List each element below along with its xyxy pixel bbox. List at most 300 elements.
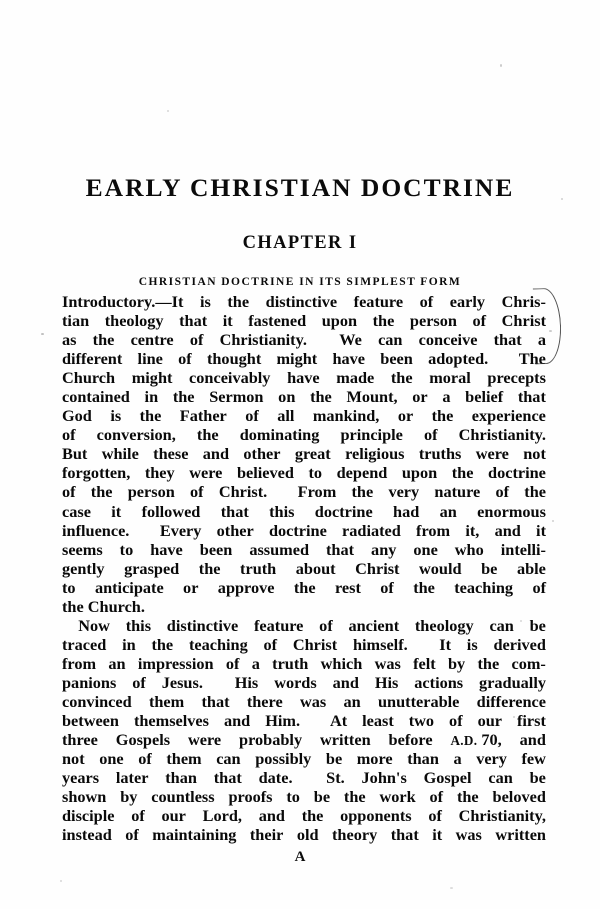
text-word: this [125,615,152,635]
text-word: himself. [352,634,408,654]
text-word: of [429,787,444,807]
text-word: in [144,387,159,407]
text-word: any [371,539,397,559]
text-word: the [139,406,162,426]
text-line [62,673,546,692]
text-word: the [227,292,250,311]
chapter-subtitle-heading: CHRISTIAN DOCTRINE IN ITS SIMPLEST FORM [138,275,462,288]
text-word: were [187,730,222,750]
text-word: theology [414,615,474,635]
text-word: actions [414,672,464,692]
text-word: the [372,311,395,331]
text-line [62,578,546,597]
text-word: distinctive [265,292,338,311]
text-word: of [419,292,434,311]
text-line [62,749,546,768]
scan-speck [41,333,44,335]
text-word: St. [326,768,345,788]
text-word: Christ [501,311,546,331]
text-word: a [442,387,451,407]
text-word: an [439,501,457,521]
text-word: of [189,330,204,350]
text-word: this [269,501,295,521]
text-word: been [380,349,413,369]
text-word: From [297,482,337,502]
text-line [62,711,546,730]
text-word: date. [258,768,293,788]
text-word: The [518,349,546,369]
text-word: teaching [188,634,248,654]
text-word: Jesus. [161,672,203,692]
text-word: ancient [348,615,400,635]
text-word: the [413,577,435,597]
text-word: God [62,406,92,426]
text-word: case [62,501,91,521]
text-word: the [451,463,474,483]
smallcaps-era-label: A.D. [450,733,478,749]
text-word: be [481,558,498,578]
text-word: is [199,292,211,311]
text-line [62,425,546,444]
text-word: of [62,425,76,445]
text-word: that [179,311,208,331]
text-word: the [456,787,479,807]
text-word: impression [137,653,214,673]
text-word: His [234,672,259,692]
text-word: and [202,444,230,464]
text-word: than [407,749,439,769]
text-word: of [532,577,546,597]
text-word: that [517,387,546,407]
text-line [62,368,546,387]
text-line [62,654,546,673]
text-word: or [183,577,199,597]
text-word: an [343,691,361,711]
text-word: able [516,558,546,578]
text-line [62,787,546,806]
text-word: doctrine [268,520,327,540]
text-word: made [336,368,375,388]
text-word: John's [361,768,407,788]
text-word: it [536,520,546,540]
text-word: and [519,730,546,750]
text-word: can [378,330,403,350]
text-word: Gospels [115,730,171,750]
scan-speck [500,64,502,67]
text-word: His [374,672,399,692]
text-word: traced [62,634,107,654]
text-word: truth [240,558,277,578]
text-word: Sermon [209,387,264,407]
text-word: adopted. [428,349,489,369]
text-word: might [131,368,173,388]
text-word: of [131,806,145,826]
text-line [62,768,546,787]
text-word: written [320,730,371,750]
text-word: rest [334,577,361,597]
body-text-block [62,292,546,844]
scan-speck [552,520,554,522]
text-word: other [243,444,281,464]
text-word: unutterable [377,691,460,711]
text-word: Every [159,520,202,540]
text-word: Christ [292,634,338,654]
text-word: to [119,539,134,559]
text-word: thought [206,349,262,369]
text-word: nature [434,482,481,502]
text-word: Him. [265,711,301,731]
text-word: all [277,406,295,426]
text-line [62,387,546,406]
text-word: have [150,539,183,559]
text-word: our [161,806,186,826]
text-word: radiated [342,520,401,540]
text-word: it [111,501,122,521]
text-word: of [225,653,240,673]
text-word: least [362,711,394,731]
text-word: person [409,311,457,331]
text-word: that [493,330,522,350]
text-word: a [537,330,546,350]
text-line [62,540,546,559]
text-word: instead [62,825,112,845]
text-word: was [455,825,482,845]
text-word: of [125,825,139,845]
text-word: and [223,711,251,731]
text-word: the [198,558,221,578]
text-word: other [216,520,254,540]
text-word: upon [321,311,358,331]
text-word: three [62,730,98,750]
text-word: their [249,825,284,845]
text-word: upon [401,463,438,483]
text-word: it [432,825,443,845]
text-word: have [287,368,320,388]
text-word: A.D. 70, [450,730,502,750]
text-word: the [196,425,219,445]
text-word: between [62,711,119,731]
text-word: forgotten, [62,463,131,483]
text-word: derived [493,634,546,654]
text-word: Christianity. [219,330,307,350]
text-word: of [319,615,333,635]
signature-mark: A [294,849,306,865]
text-word: these [153,444,189,464]
scan-speck [450,887,453,889]
text-word: that [220,501,249,521]
text-word: a [453,749,462,769]
text-word: and [332,672,359,692]
text-word: was [374,653,401,673]
run-in-heading: Introductory. [62,292,156,311]
text-word: of [472,311,487,331]
text-line [62,463,546,482]
text-word: contained [62,387,130,407]
text-word: work [379,787,416,807]
text-line [62,730,546,749]
text-word: the [151,634,174,654]
text-word: old [296,825,319,845]
text-word: not [62,749,85,769]
text-line [62,311,546,330]
text-word: doctrine [488,463,546,483]
text-word: centre [130,330,174,350]
text-word: written [495,825,546,845]
text-word: have [332,349,366,369]
text-word: there [246,691,283,711]
text-line [62,692,546,711]
text-word: different [62,349,123,369]
text-word: before [388,730,433,750]
text-word: shown [62,787,107,807]
text-word: Christ [355,558,400,578]
text-word: of [190,482,204,502]
text-word: as [62,330,77,350]
text-word: who [454,539,484,559]
text-word: grasped [124,558,180,578]
text-word: Father [179,406,227,426]
text-word: that [390,825,419,845]
text-word: Christianity, [458,806,546,826]
text-word: by [120,787,138,807]
text-word: difference [476,691,546,711]
text-word: of [245,406,259,426]
text-word: the [293,577,316,597]
text-word: the [92,330,115,350]
text-word: We [339,330,362,350]
text-word: gently [62,558,105,578]
text-line [62,406,546,425]
text-word: in [122,634,136,654]
text-word: Christianity. [458,425,546,445]
text-word: more [356,749,393,769]
text-word: words [274,672,317,692]
scan-speck [167,110,169,112]
text-word: distinctive [166,615,239,635]
text-word: anticipate [94,577,164,597]
text-word: truth [272,653,309,673]
text-word: than [165,768,197,788]
text-word: had [393,501,420,521]
text-word: It [439,634,452,654]
text-word: while [101,444,139,464]
text-word: assumed [249,539,310,559]
text-word: and [494,520,521,540]
text-word: influence. [62,520,130,540]
text-word: that [326,539,355,559]
text-word: which [320,653,363,673]
text-word: about [295,558,336,578]
text-word: a [251,653,260,673]
text-word: followed [141,501,201,521]
text-line: the Church. [62,596,145,616]
text-word: theory [332,825,378,845]
text-word: truths [418,444,462,464]
text-word: depend [336,463,388,483]
text-line [62,330,546,349]
text-word: But [62,444,88,464]
text-word: convinced [62,691,132,711]
text-line [62,806,546,825]
text-word: theology [104,311,164,331]
page-title: EARLY CHRISTIAN DOCTRINE [85,173,515,203]
text-word: At [329,711,348,731]
text-word: that [213,768,242,788]
text-word: very [388,482,420,502]
text-word: by [448,653,466,673]
text-word: Christ. [218,482,268,502]
text-word: from [416,520,451,540]
text-word: proofs [228,787,273,807]
text-word: believed [236,463,294,483]
text-word: the [390,368,413,388]
text-word: they [144,463,175,483]
text-word: Introductory.—It [62,292,184,311]
text-word: the [343,787,366,807]
text-word: enormous [477,501,546,521]
text-word: doctrine [314,501,373,521]
text-word: or [397,406,414,426]
text-word: be [325,749,343,769]
text-word: first [516,711,546,731]
text-word: of [132,672,146,692]
text-word: the [431,406,454,426]
text-word: one [413,539,438,559]
text-word: belief [465,387,504,407]
text-word: not [523,444,546,464]
text-word: experience [471,406,546,426]
text-word: the [351,482,374,502]
text-word: seems [62,539,103,559]
text-word: of [138,749,152,769]
text-word: on [278,387,296,407]
text-word: moral [429,368,471,388]
text-word: is [466,634,478,654]
text-word: be [529,615,546,635]
text-word: been [199,539,233,559]
text-word: early [449,292,486,311]
text-word: or [412,387,428,407]
text-word: of [428,806,442,826]
text-word: very [476,749,507,769]
text-word: were [189,463,223,483]
text-word: can [489,615,514,635]
text-word: Gospel [423,768,472,788]
text-word: gradually [479,672,546,692]
text-word: panions [62,672,117,692]
text-word: can [488,768,513,788]
text-word: mankind, [312,406,380,426]
text-word: conversion, [96,425,176,445]
chapter-number-heading: CHAPTER I [242,233,358,254]
text-word: Church [62,368,116,388]
text-word: is [110,406,122,426]
text-word: two [408,711,435,731]
text-line [62,825,546,844]
text-word: it, [465,520,480,540]
text-word: was [299,691,327,711]
text-word: them [166,749,202,769]
text-word: tian [62,311,90,331]
text-word: dominating [239,425,320,445]
text-word: to [62,577,76,597]
text-line [62,502,546,521]
text-line [62,292,546,311]
text-word: the [301,806,324,826]
text-word: of [62,482,76,502]
text-word: the [90,482,113,502]
text-line [62,616,546,635]
text-word: that [201,691,230,711]
text-word: the [172,387,195,407]
text-word: religious [345,444,405,464]
text-word: of [380,577,394,597]
text-word: it [222,311,233,331]
text-word: few [521,749,546,769]
text-word: possibly [255,749,312,769]
text-word: conceivably [189,368,271,388]
text-word: opponents [340,806,412,826]
text-line [62,521,546,540]
text-word: of [424,425,438,445]
text-word: disciple [62,806,115,826]
text-word: an [108,653,126,673]
text-word: of [263,634,278,654]
text-word: the [524,482,546,502]
text-word: can [216,749,241,769]
text-word: Chris- [501,292,546,311]
text-word: our [477,711,502,731]
text-word: Mount, [346,387,398,407]
text-word: of [495,482,510,502]
text-word: years [62,768,100,788]
text-line [62,482,546,501]
text-word: maintaining [152,825,237,845]
text-word: be [313,787,331,807]
text-word: conceive [418,330,478,350]
text-word: intelli- [500,539,546,559]
text-word: them [148,691,185,711]
text-word: one [99,749,124,769]
text-line [62,349,546,368]
text-word: and [258,806,285,826]
text-word: Now [62,615,110,635]
text-word: might [276,349,318,369]
text-word: feature [353,292,404,311]
text-word: great [294,444,331,464]
scan-speck [549,330,552,332]
text-word: line [137,349,163,369]
text-word: countless [151,787,215,807]
text-word: to [308,463,323,483]
text-word: of [449,711,463,731]
text-word: be [529,768,546,788]
text-word: were [475,444,509,464]
text-word: the [477,653,500,673]
text-word: from [62,653,97,673]
text-word: principle [340,425,403,445]
text-word: feature [253,615,304,635]
text-word: Lord, [202,806,242,826]
text-line [62,635,546,654]
text-word: to [286,787,300,807]
text-word: later [115,768,149,788]
text-word: beloved [492,787,546,807]
text-word: approve [217,577,275,597]
text-word: would [419,558,462,578]
scan-speck [60,880,62,882]
text-line [62,559,546,578]
